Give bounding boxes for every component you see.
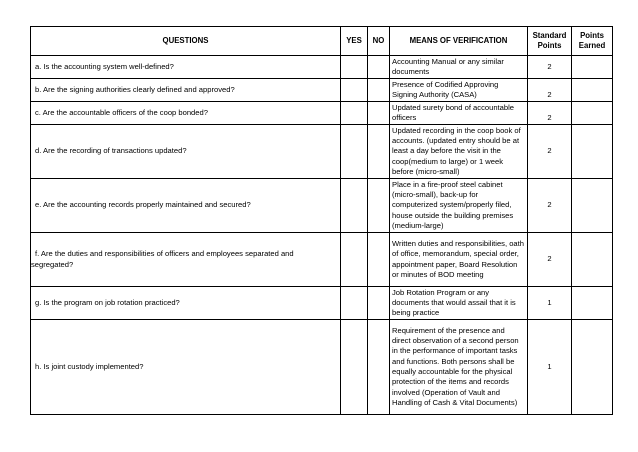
table-row xyxy=(31,56,613,79)
question-cell: b. Are the signing authorities clearly defined and approved? xyxy=(31,79,341,102)
means-cell: Written duties and responsibilities, oath of office, memorandum, special order, appointment paper, Board Resolution or minutes of BOD meeting xyxy=(390,233,528,287)
yes-cell[interactable] xyxy=(341,287,368,320)
yes-cell[interactable] xyxy=(341,56,368,79)
question-cell: g. Is the program on job rotation practiced? xyxy=(31,287,341,320)
points-earned-cell[interactable] xyxy=(572,233,613,287)
table-row xyxy=(31,102,613,125)
table-row xyxy=(31,179,613,233)
standard-points-cell: 1 xyxy=(528,287,572,320)
no-cell[interactable] xyxy=(368,79,390,102)
points-earned-cell[interactable] xyxy=(572,79,613,102)
standard-points-cell: 2 xyxy=(528,179,572,233)
means-cell: Requirement of the presence and direct observation of a second person in the performance of important tasks and functions. Both persons shall be equally accountable for the physical protection of the items and records involved (Operation of Vault and Handling of Cash & Vital Documents) xyxy=(390,320,528,415)
no-cell[interactable] xyxy=(368,102,390,125)
yes-cell[interactable] xyxy=(341,179,368,233)
question-cell: c. Are the accountable officers of the coop bonded? xyxy=(31,102,341,125)
audit-checklist-table xyxy=(30,26,613,415)
table-row xyxy=(31,287,613,320)
table-row xyxy=(31,320,613,415)
question-cell: a. Is the accounting system well-defined? xyxy=(31,56,341,79)
means-cell: Updated surety bond of accountable officers xyxy=(390,102,528,125)
yes-cell[interactable] xyxy=(341,102,368,125)
standard-points-cell: 2 xyxy=(528,79,572,102)
means-cell: Job Rotation Program or any documents that would assail that it is being practice xyxy=(390,287,528,320)
yes-cell[interactable] xyxy=(341,233,368,287)
standard-points-cell: 2 xyxy=(528,56,572,79)
yes-cell[interactable] xyxy=(341,320,368,415)
table-row xyxy=(31,125,613,179)
standard-points-cell: 1 xyxy=(528,320,572,415)
points-earned-cell[interactable] xyxy=(572,179,613,233)
no-cell[interactable] xyxy=(368,56,390,79)
means-header: MEANS OF VERIFICATION xyxy=(390,27,528,56)
points-earned-header: Points Earned xyxy=(572,27,613,56)
points-earned-cell[interactable] xyxy=(572,320,613,415)
means-cell: Accounting Manual or any similar documents xyxy=(390,56,528,79)
points-earned-cell[interactable] xyxy=(572,102,613,125)
points-earned-cell[interactable] xyxy=(572,125,613,179)
means-cell: Updated recording in the coop book of accounts. (updated entry should be at least a day before the visit in the coop(medium to large) or 1 week before (micro-small) xyxy=(390,125,528,179)
yes-cell[interactable] xyxy=(341,79,368,102)
table-row xyxy=(31,233,613,287)
yes-cell[interactable] xyxy=(341,125,368,179)
question-cell: h. Is joint custody implemented? xyxy=(31,320,341,415)
table-row xyxy=(31,79,613,102)
question-cell: f. Are the duties and responsibilities of officers and employees separated and segregated? xyxy=(31,233,341,287)
standard-points-cell: 2 xyxy=(528,102,572,125)
points-earned-cell[interactable] xyxy=(572,56,613,79)
standard-points-cell: 2 xyxy=(528,233,572,287)
header-row xyxy=(31,27,613,56)
points-earned-cell[interactable] xyxy=(572,287,613,320)
means-cell: Presence of Codified Approving Signing Authority (CASA) xyxy=(390,79,528,102)
standard-points-cell: 2 xyxy=(528,125,572,179)
no-header: NO xyxy=(368,27,390,56)
means-cell: Place in a fire-proof steel cabinet (micro-small), back-up for computerized system/properly filed, house outside the building premises (medium-large) xyxy=(390,179,528,233)
question-cell: d. Are the recording of transactions updated? xyxy=(31,125,341,179)
no-cell[interactable] xyxy=(368,233,390,287)
question-cell: e. Are the accounting records properly maintained and secured? xyxy=(31,179,341,233)
yes-header: YES xyxy=(341,27,368,56)
questions-header: QUESTIONS xyxy=(31,27,341,56)
no-cell[interactable] xyxy=(368,320,390,415)
standard-points-header: Standard Points xyxy=(528,27,572,56)
no-cell[interactable] xyxy=(368,179,390,233)
no-cell[interactable] xyxy=(368,287,390,320)
no-cell[interactable] xyxy=(368,125,390,179)
